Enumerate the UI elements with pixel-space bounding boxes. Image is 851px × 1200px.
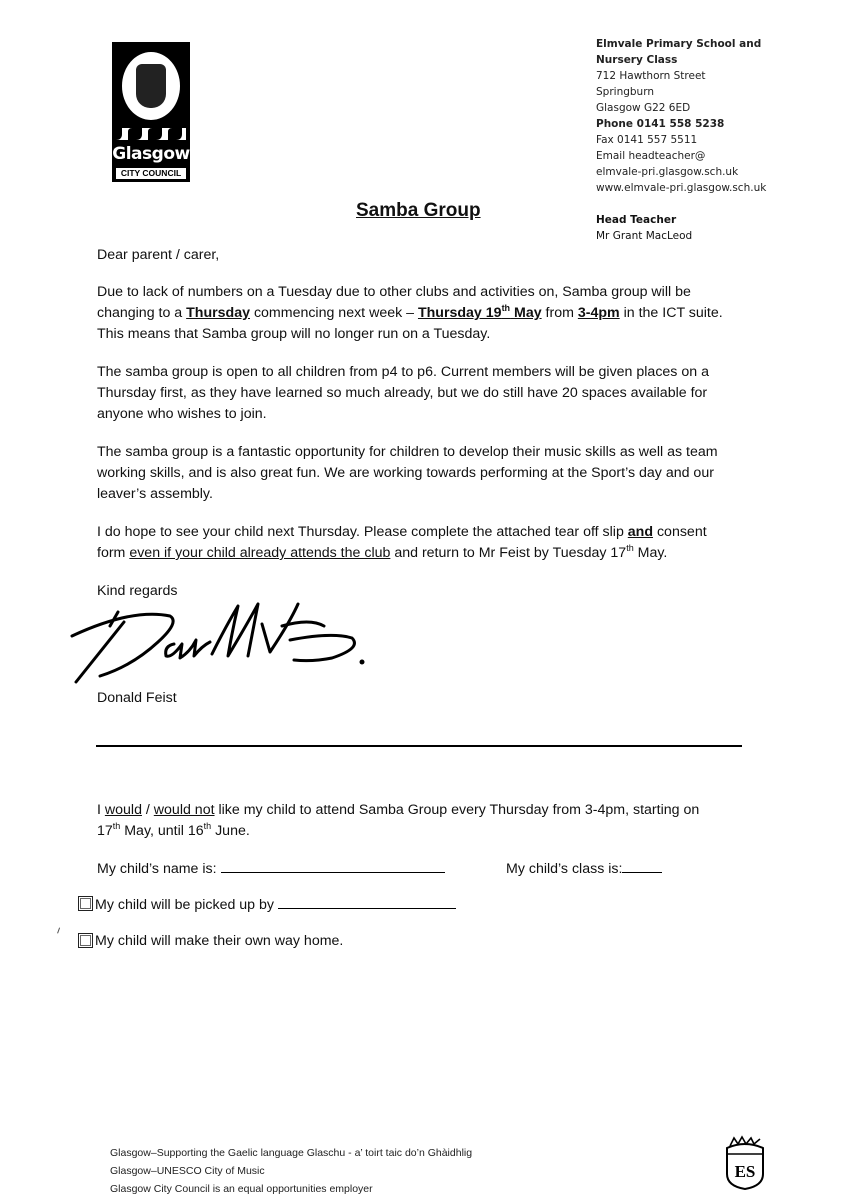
- eco-schools-badge: [724, 1134, 766, 1190]
- head-teacher-name: Mr Grant MacLeod: [596, 230, 693, 242]
- school-name-cont: Nursery Class: [596, 54, 678, 66]
- website: www.elmvale-pri.glasgow.sch.uk: [596, 182, 767, 194]
- slip-attendance-statement: I would / would not like my child to attend Samba Group every Thursday from 3-4pm, starting on 17th May, until 16th June.: [97, 802, 700, 839]
- tear-off-line: [96, 745, 742, 747]
- pickup-label: My child will be picked up by: [95, 897, 278, 913]
- would-not-option[interactable]: would not: [153, 802, 215, 818]
- paragraph-1: [97, 282, 723, 345]
- coat-of-arms-icon: [112, 42, 190, 130]
- start-date: Thursday 19th May: [417, 303, 542, 321]
- glasgow-city-council-logo: [112, 42, 190, 182]
- logo-subtitle: CITY COUNCIL: [116, 168, 186, 179]
- attends-emphasis: even if your child already attends the club: [129, 545, 391, 561]
- paragraph-3: The samba group is a fantastic opportunity for children to develop their music skills as well as team working skills, and is also great fun. We are working towards performing at the Sport’s day and our leaver’s assembly.: [97, 444, 718, 502]
- p1-line-3: This means that Samba group will no longer run on a Tuesday.: [97, 326, 491, 342]
- child-name-field[interactable]: [221, 858, 445, 873]
- email: Email headteacher@: [596, 150, 706, 162]
- head-teacher-block: [596, 212, 692, 244]
- phone: Phone 0141 558 5238: [596, 118, 725, 130]
- and-emphasis: and: [627, 524, 654, 540]
- fax: Fax 0141 557 5511: [596, 134, 698, 146]
- thursday-emphasis: Thursday: [186, 305, 250, 321]
- paragraph-4: I do hope to see your child next Thursday. Please complete the attached tear off slip and consent form even if your child already attends the club and return to Mr Feist by Tuesday 17th May.: [97, 524, 707, 561]
- own-way-checkbox[interactable]: [78, 933, 93, 948]
- child-class-label: My child’s class is:: [506, 861, 623, 877]
- city-postcode: Glasgow G22 6ED: [596, 102, 691, 114]
- footer-unesco: Glasgow–UNESCO City of Music: [110, 1165, 265, 1177]
- pickup-row: [95, 894, 456, 916]
- p1-line-2: changing to a Thursday commencing next week – Thursday 19th May from 3-4pm in the ICT suite.: [97, 303, 723, 321]
- letter-title: Samba Group: [356, 200, 481, 221]
- signatory-name: Donald Feist: [97, 690, 177, 706]
- street: 712 Hawthorn Street: [596, 70, 706, 82]
- head-teacher-label: Head Teacher: [596, 214, 677, 226]
- own-way-label: My child will make their own way home.: [95, 933, 344, 949]
- child-class-field[interactable]: [622, 858, 662, 873]
- pickup-person-field[interactable]: [278, 894, 456, 909]
- greeting: Dear parent / carer,: [97, 247, 220, 263]
- footer-equal-opportunities: Glasgow City Council is an equal opportunities employer: [110, 1183, 373, 1195]
- paragraph-2: The samba group is open to all children from p4 to p6. Current members will be given places on a Thursday first, as they have learned so much already, but we do still have 20 spaces available for anyone who wishes to join.: [97, 364, 709, 422]
- footer: [110, 1144, 472, 1198]
- pickup-checkbox[interactable]: [78, 896, 93, 911]
- session-time: 3-4pm: [577, 305, 620, 321]
- child-name-label: My child’s name is:: [97, 861, 221, 877]
- would-option[interactable]: would: [104, 802, 142, 818]
- stray-mark: [57, 927, 63, 934]
- child-name-row: [97, 858, 445, 880]
- badge-text: ES: [734, 1162, 756, 1181]
- area: Springburn: [596, 86, 654, 98]
- school-name: Elmvale Primary School and: [596, 38, 762, 50]
- footer-gaelic: Glasgow–Supporting the Gaelic language Glaschu - a’ toirt taic do’n Ghàidhlig: [110, 1147, 473, 1159]
- p1-line-1: Due to lack of numbers on a Tuesday due to other clubs and activities on, Samba group will be: [97, 284, 691, 300]
- email-cont: elmvale-pri.glasgow.sch.uk: [596, 166, 739, 178]
- logo-wordmark: Glasgow: [112, 144, 190, 164]
- child-class-row: [506, 858, 662, 880]
- school-address-block: [596, 36, 836, 196]
- handwritten-signature: [62, 596, 382, 688]
- closing: Kind regards: [97, 583, 178, 599]
